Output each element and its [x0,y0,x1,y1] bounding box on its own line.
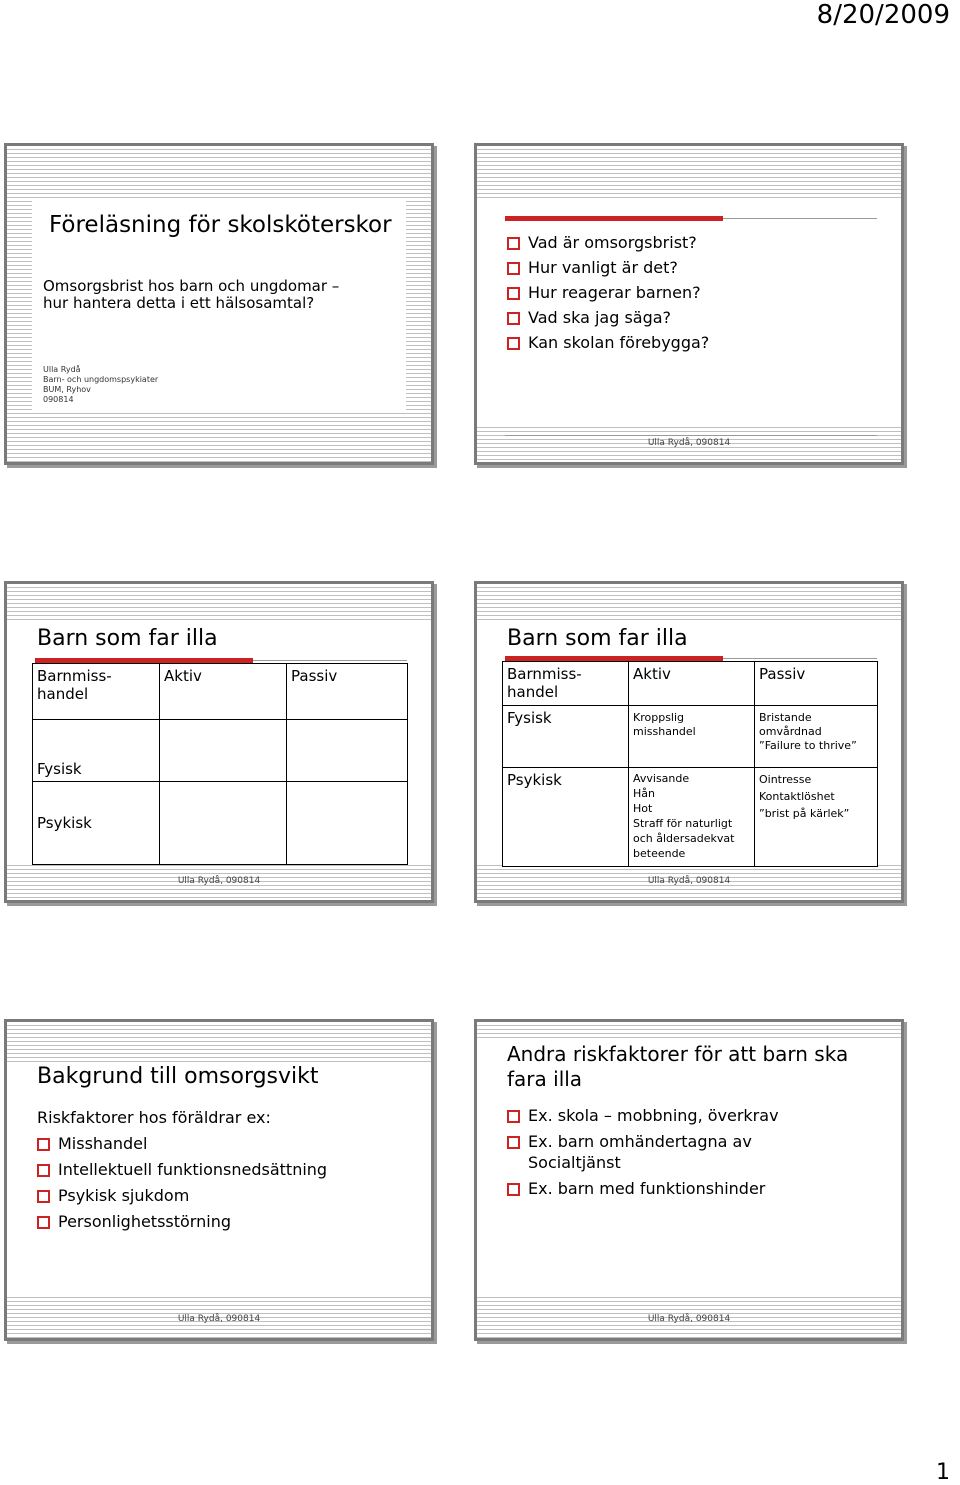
list-item: Misshandel [37,1131,327,1157]
table-cell: Psykisk [33,782,160,865]
slide1-subtitle: Omsorgsbrist hos barn och ungdomar – hur hantera detta i ett hälsosamtal? [43,277,340,312]
slide-3 [4,581,434,903]
slide2-redbar [505,216,723,221]
slide3-table [32,663,408,865]
table-cell: Bristande omvårdnad ”Failure to thrive” [755,706,878,768]
list-item: Intellektuell funktionsnedsättning [37,1157,327,1183]
table-cell: Kroppslig misshandel [629,706,755,768]
page-number: 1 [936,1460,950,1485]
square-bullet-icon [37,1190,50,1203]
slide5-footer: Ulla Rydå, 090814 [177,1314,261,1324]
slide5-title: Bakgrund till omsorgsvikt [37,1064,319,1089]
slide6-title: Andra riskfaktorer för att barn ska fara illa [507,1042,849,1091]
slide4-table [502,661,878,867]
table-cell: Fysisk [503,706,629,768]
list-item: Ex. barn omhändertagna av Socialtjänst [507,1131,779,1173]
slide4-footer: Ulla Rydå, 090814 [647,876,731,886]
slide-1 [4,143,434,465]
list-item: Vad ska jag säga? [507,305,709,330]
square-bullet-icon [37,1138,50,1151]
page-date: 8/20/2009 [816,0,950,30]
list-item: Ex. barn med funktionshinder [507,1178,779,1199]
square-bullet-icon [37,1164,50,1177]
slide2-bullet-list [507,230,709,355]
slide5-intro: Riskfaktorer hos föräldrar ex: [37,1108,271,1127]
square-bullet-icon [507,262,520,275]
slide6-body [507,1105,779,1204]
table-cell [287,720,408,782]
table-cell [160,720,287,782]
table-header: Passiv [755,662,878,706]
square-bullet-icon [507,337,520,350]
slide3-footer: Ulla Rydå, 090814 [177,876,261,886]
list-item: Vad är omsorgsbrist? [507,230,709,255]
slide4-title: Barn som far illa [507,626,688,651]
table-header: Aktiv [160,664,287,720]
list-item: Personlighetsstörning [37,1209,327,1235]
table-cell [160,782,287,865]
slide-2 [474,143,904,465]
square-bullet-icon [507,287,520,300]
square-bullet-icon [507,237,520,250]
slide5-body [37,1105,327,1235]
table-header: Passiv [287,664,408,720]
list-item: Ex. skola – mobbning, överkrav [507,1105,779,1126]
square-bullet-icon [507,312,520,325]
table-cell [287,782,408,865]
list-item: Psykisk sjukdom [37,1183,327,1209]
slide2-footer: Ulla Rydå, 090814 [647,438,731,448]
square-bullet-icon [507,1110,520,1123]
square-bullet-icon [507,1183,520,1196]
list-item: Hur reagerar barnen? [507,280,709,305]
table-header: Aktiv [629,662,755,706]
table-header: Barnmiss- handel [33,664,160,720]
slide-4 [474,581,904,903]
slide-5 [4,1019,434,1341]
slide1-author-block: Ulla Rydå Barn- och ungdomspsykiater BUM, Ryhov 090814 [43,365,159,404]
table-cell: Avvisande Hån Hot Straff för naturligt och åldersadekvat beteende [629,768,755,867]
list-item: Hur vanligt är det? [507,255,709,280]
square-bullet-icon [507,1136,520,1149]
table-cell: Psykisk [503,768,629,867]
slide-6 [474,1019,904,1341]
table-cell: Ointresse Kontaktlöshet ”brist på kärlek” [755,768,878,867]
slide6-footer: Ulla Rydå, 090814 [647,1314,731,1324]
slide1-title: Föreläsning för skolsköterskor [49,212,392,238]
list-item: Kan skolan förebygga? [507,330,709,355]
slide3-title: Barn som far illa [37,626,218,651]
table-cell: Fysisk [33,720,160,782]
table-header: Barnmiss- handel [503,662,629,706]
square-bullet-icon [37,1216,50,1229]
